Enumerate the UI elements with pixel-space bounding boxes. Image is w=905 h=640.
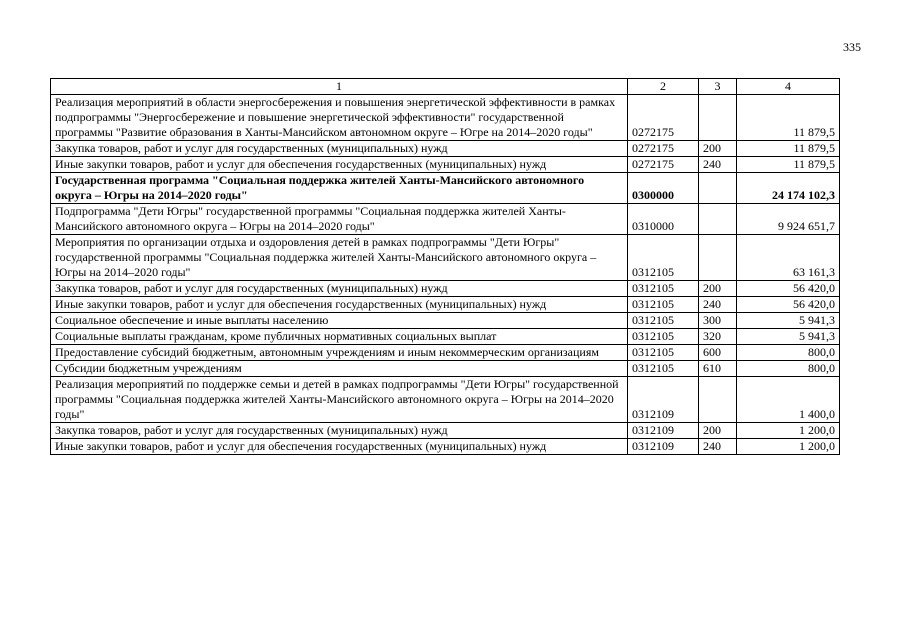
row-amount: 24 174 102,3 xyxy=(737,173,840,204)
row-expense-type: 240 xyxy=(699,297,737,313)
column-header-1: 1 xyxy=(51,79,628,95)
table-row xyxy=(51,313,840,329)
row-amount: 9 924 651,7 xyxy=(737,204,840,235)
table-row xyxy=(51,173,840,204)
row-description: Закупка товаров, работ и услуг для государственных (муниципальных) нужд xyxy=(51,423,628,439)
table-body xyxy=(51,95,840,455)
row-expense-type: 200 xyxy=(699,423,737,439)
row-code: 0312105 xyxy=(628,235,699,281)
row-description: Подпрограмма "Дети Югры" государственной программы "Социальная поддержка жителей Ханты-Мансийского автономного округа – Югры на 2014–2020 годы" xyxy=(51,204,628,235)
row-code: 0312109 xyxy=(628,439,699,455)
row-amount: 5 941,3 xyxy=(737,313,840,329)
budget-table xyxy=(50,78,840,455)
table-row xyxy=(51,235,840,281)
row-code: 0272175 xyxy=(628,141,699,157)
table-row xyxy=(51,377,840,423)
table-header-row xyxy=(51,79,840,95)
row-description: Субсидии бюджетным учреждениям xyxy=(51,361,628,377)
row-code: 0312105 xyxy=(628,297,699,313)
table-row xyxy=(51,439,840,455)
column-header-2: 2 xyxy=(628,79,699,95)
row-amount: 63 161,3 xyxy=(737,235,840,281)
table-row xyxy=(51,361,840,377)
row-expense-type: 240 xyxy=(699,157,737,173)
row-description: Государственная программа "Социальная поддержка жителей Ханты-Мансийского автономного округа – Югры на 2014–2020 годы" xyxy=(51,173,628,204)
row-amount: 56 420,0 xyxy=(737,297,840,313)
column-header-3: 3 xyxy=(699,79,737,95)
row-code: 0312105 xyxy=(628,361,699,377)
row-expense-type: 300 xyxy=(699,313,737,329)
row-amount: 800,0 xyxy=(737,361,840,377)
row-amount: 1 200,0 xyxy=(737,423,840,439)
row-amount: 1 200,0 xyxy=(737,439,840,455)
table-row xyxy=(51,345,840,361)
row-expense-type: 600 xyxy=(699,345,737,361)
row-expense-type: 240 xyxy=(699,439,737,455)
table-row xyxy=(51,95,840,141)
row-description: Реализация мероприятий по поддержке семьи и детей в рамках подпрограммы "Дети Югры" государственной программы "Социальная поддержка жителей Ханты-Мансийского автономного округа – Югры на 2014–2020 годы" xyxy=(51,377,628,423)
row-expense-type: 320 xyxy=(699,329,737,345)
row-code: 0300000 xyxy=(628,173,699,204)
row-description: Иные закупки товаров, работ и услуг для обеспечения государственных (муниципальных) нужд xyxy=(51,297,628,313)
table-row xyxy=(51,157,840,173)
row-amount: 1 400,0 xyxy=(737,377,840,423)
column-header-4: 4 xyxy=(737,79,840,95)
row-amount: 800,0 xyxy=(737,345,840,361)
row-description: Социальное обеспечение и иные выплаты населению xyxy=(51,313,628,329)
table-row xyxy=(51,329,840,345)
row-code: 0312105 xyxy=(628,281,699,297)
row-amount: 5 941,3 xyxy=(737,329,840,345)
table-row xyxy=(51,281,840,297)
row-amount: 11 879,5 xyxy=(737,141,840,157)
row-code: 0272175 xyxy=(628,95,699,141)
row-code: 0312109 xyxy=(628,423,699,439)
row-expense-type xyxy=(699,235,737,281)
row-amount: 11 879,5 xyxy=(737,95,840,141)
row-description: Реализация мероприятий в области энергосбережения и повышения энергетической эффективности в рамках подпрограммы "Энергосбережение и повышение энергетической эффективности" государственной программы "Развитие образования в Ханты-Мансийском автономном округе – Югре на 2014–2020 годы" xyxy=(51,95,628,141)
row-description: Предоставление субсидий бюджетным, автономным учреждениям и иным некоммерческим организациям xyxy=(51,345,628,361)
row-description: Иные закупки товаров, работ и услуг для обеспечения государственных (муниципальных) нужд xyxy=(51,439,628,455)
row-description: Иные закупки товаров, работ и услуг для обеспечения государственных (муниципальных) нужд xyxy=(51,157,628,173)
row-code: 0312109 xyxy=(628,377,699,423)
row-expense-type xyxy=(699,173,737,204)
row-expense-type: 200 xyxy=(699,281,737,297)
table-row xyxy=(51,141,840,157)
row-code: 0272175 xyxy=(628,157,699,173)
row-description: Закупка товаров, работ и услуг для государственных (муниципальных) нужд xyxy=(51,281,628,297)
page-number: 335 xyxy=(843,40,861,54)
row-expense-type xyxy=(699,95,737,141)
row-description: Социальные выплаты гражданам, кроме публичных нормативных социальных выплат xyxy=(51,329,628,345)
row-expense-type: 200 xyxy=(699,141,737,157)
row-expense-type xyxy=(699,377,737,423)
row-description: Мероприятия по организации отдыха и оздоровления детей в рамках подпрограммы "Дети Югры" государственной программы "Социальная поддержка жителей Ханты-Мансийского автономного округа – Югры на 2014–2020 годы" xyxy=(51,235,628,281)
row-code: 0310000 xyxy=(628,204,699,235)
row-code: 0312105 xyxy=(628,329,699,345)
row-amount: 56 420,0 xyxy=(737,281,840,297)
row-code: 0312105 xyxy=(628,313,699,329)
table-row xyxy=(51,204,840,235)
table-row xyxy=(51,423,840,439)
row-amount: 11 879,5 xyxy=(737,157,840,173)
row-expense-type: 610 xyxy=(699,361,737,377)
row-code: 0312105 xyxy=(628,345,699,361)
row-description: Закупка товаров, работ и услуг для государственных (муниципальных) нужд xyxy=(51,141,628,157)
row-expense-type xyxy=(699,204,737,235)
table-row xyxy=(51,297,840,313)
